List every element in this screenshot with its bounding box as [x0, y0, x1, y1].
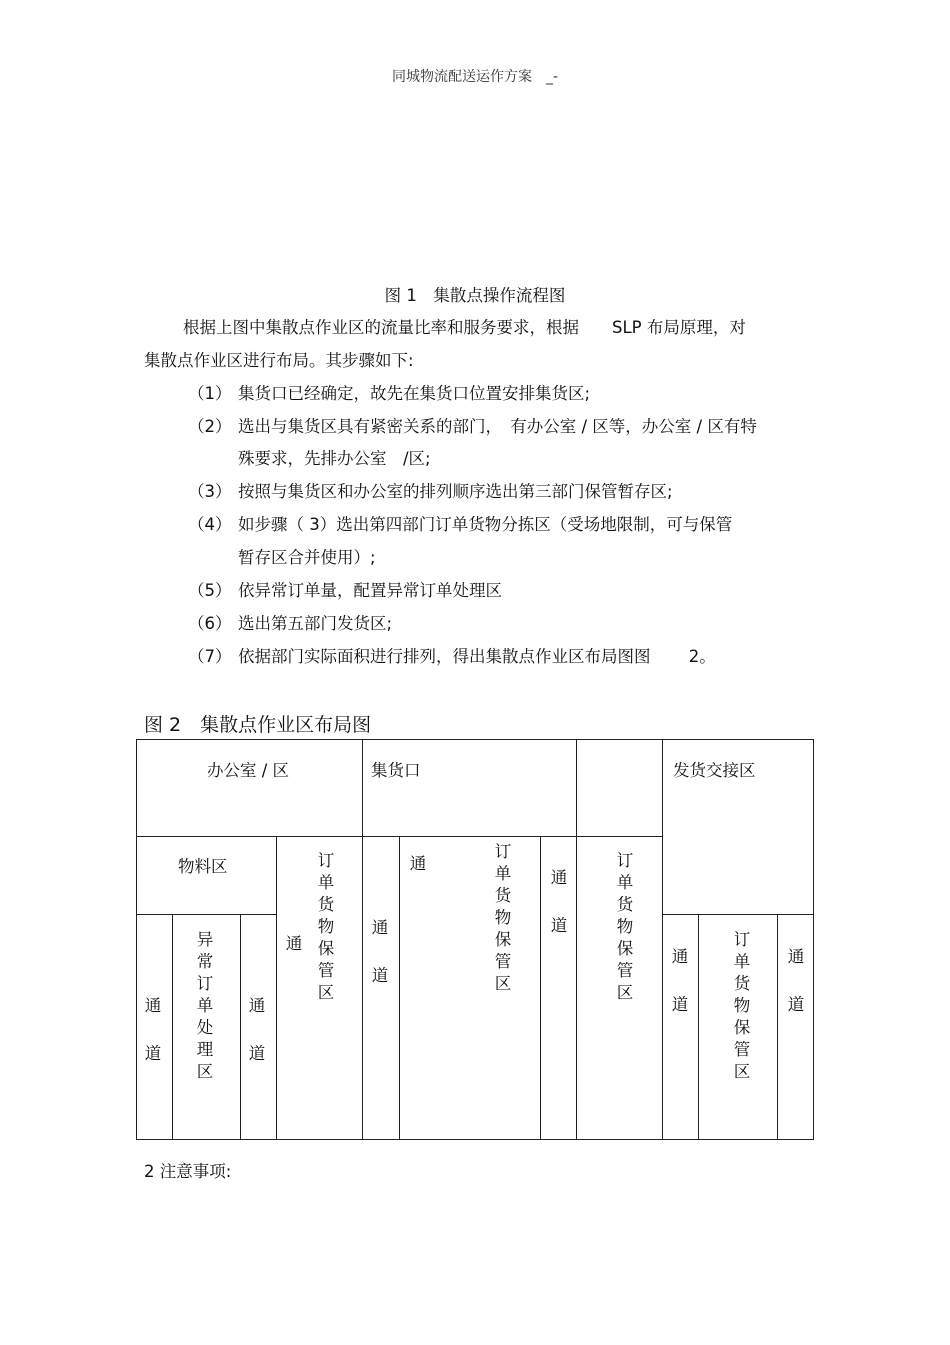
divider	[698, 914, 699, 1139]
step-number: （2）	[188, 417, 232, 436]
figure-1-caption: 图 1 集散点操作流程图	[384, 286, 566, 305]
step-number: （1）	[188, 384, 232, 403]
step-text: 按照与集货区和办公室的排列顺序选出第三部门保管暂存区;	[238, 482, 673, 501]
aisle-label: 通道	[371, 918, 389, 985]
step-text: 如步骤（ 3）选出第四部门订单货物分拣区（受场地限制，可与保管	[238, 515, 733, 534]
step-number: （7）	[188, 647, 232, 666]
aisle-label: 通	[285, 934, 303, 953]
aisle-label: 通道	[787, 947, 805, 1014]
step-text: 依据部门实际面积进行排列，得出集散点作业区布局图图 2。	[238, 647, 716, 666]
aisle-label: 通道	[671, 947, 689, 1014]
aisle-label: 通道	[248, 996, 266, 1063]
figure-2-caption: 图 2 集散点作业区布局图	[144, 714, 372, 736]
storage-area-label: 订单货物保管区	[317, 851, 335, 1002]
step-3	[188, 478, 673, 502]
divider	[240, 914, 241, 1139]
office-area-label: 办公室 / 区	[207, 761, 290, 780]
step-2-continued: 殊要求，先排办公室 /区;	[238, 449, 431, 468]
intro-line-1: 根据上图中集散点作业区的流量比率和服务要求，根据 SLP 布局原理，对	[183, 318, 746, 337]
divider	[540, 836, 541, 1139]
exception-area-label: 异常订单处理区	[196, 930, 214, 1081]
divider	[662, 740, 663, 1139]
step-6	[188, 610, 392, 634]
divider	[137, 914, 276, 915]
aisle-label: 通道	[144, 996, 162, 1063]
notes-heading: 2 注意事项:	[144, 1162, 232, 1181]
step-number: （5）	[188, 581, 232, 600]
step-text: 集货口已经确定，故先在集货口位置安排集货区;	[238, 384, 591, 403]
step-text: 依异常订单量，配置异常订单处理区	[238, 581, 502, 600]
step-number: （4）	[188, 515, 232, 534]
collection-port-label: 集货口	[371, 761, 421, 780]
storage-area-label: 订单货物保管区	[616, 851, 634, 1002]
intro-line-2: 集散点作业区进行布局。其步骤如下:	[144, 351, 414, 370]
materials-area-label: 物料区	[178, 857, 228, 876]
step-4-continued: 暂存区合并使用）;	[238, 548, 376, 567]
step-1	[188, 380, 590, 404]
step-text: 选出第五部门发货区;	[238, 614, 393, 633]
divider	[172, 914, 173, 1139]
storage-area-label: 订单货物保管区	[733, 930, 751, 1081]
step-4	[188, 511, 732, 535]
step-number: （6）	[188, 614, 232, 633]
step-2	[188, 413, 757, 437]
step-7	[188, 643, 716, 667]
divider	[777, 914, 778, 1139]
step-number: （3）	[188, 482, 232, 501]
step-text: 选出与集货区具有紧密关系的部门， 有办公室 / 区等，办公室 / 区有特	[238, 417, 757, 436]
divider	[362, 740, 363, 1139]
page-header: 同城物流配送运作方案 _-	[391, 69, 559, 85]
aisle-label: 通道	[550, 868, 568, 935]
aisle-label: 通	[409, 854, 427, 873]
layout-diagram	[136, 739, 814, 1140]
shipping-area-label: 发货交接区	[673, 761, 756, 780]
divider	[399, 836, 400, 1139]
step-5	[188, 577, 502, 601]
divider	[576, 740, 577, 1139]
divider	[276, 836, 277, 1139]
divider	[662, 914, 813, 915]
divider	[137, 836, 662, 837]
storage-area-label: 订单货物保管区	[494, 842, 512, 993]
